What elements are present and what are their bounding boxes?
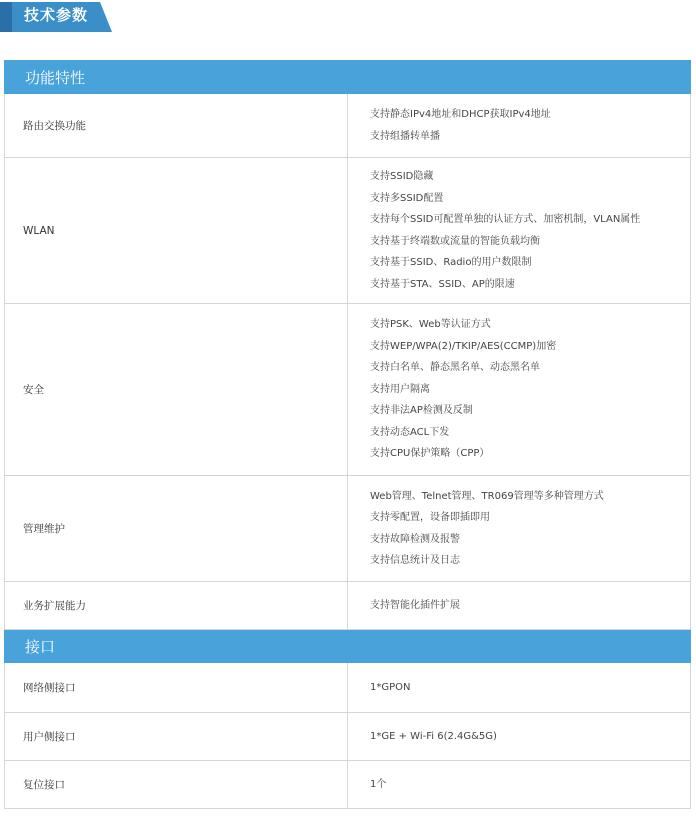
spec-value-line: 支持故障检测及报警: [370, 533, 460, 545]
spec-row: [5, 158, 691, 304]
spec-label: WLAN: [5, 158, 348, 304]
spec-value-line: 1个: [370, 778, 387, 790]
spec-row: [5, 304, 691, 476]
spec-value-line: 支持组播转单播: [370, 130, 440, 142]
spec-value-line: 支持PSK、Web等认证方式: [370, 319, 491, 331]
spec-value-line: 支持每个SSID可配置单独的认证方式、加密机制，VLAN属性: [370, 214, 641, 225]
spec-row: [5, 476, 691, 582]
spec-table: [4, 60, 691, 809]
spec-value-line: 1*GPON: [370, 681, 411, 693]
spec-value-line: 支持CPU保护策略（CPP）: [370, 448, 490, 460]
spec-value-line: 支持静态IPv4地址和DHCP获取IPv4地址: [370, 109, 551, 120]
spec-value-line: 支持用户隔离: [370, 383, 430, 395]
spec-value-line: 支持多SSID配置: [370, 192, 444, 204]
section-header: [5, 61, 691, 94]
spec-label: 网络侧接口: [5, 663, 348, 713]
spec-value: [348, 663, 691, 713]
spec-row: [5, 713, 691, 761]
spec-value-line: Web管理、Telnet管理、TR069管理等多种管理方式: [370, 490, 604, 502]
spec-value-line: 支持零配置，设备即插即用: [370, 512, 490, 523]
section-title: 接口: [5, 630, 691, 663]
spec-value-line: 支持基于终端数或流量的智能负载均衡: [370, 235, 540, 247]
spec-value: [348, 476, 691, 582]
spec-value-line: 支持基于STA、SSID、AP的限速: [370, 278, 515, 290]
spec-value-line: 支持动态ACL下发: [370, 426, 450, 438]
spec-value: [348, 304, 691, 476]
spec-row: [5, 761, 691, 809]
spec-value-line: 支持非法AP检测及反制: [370, 405, 473, 417]
spec-label: 管理维护: [5, 476, 348, 582]
section-title: 功能特性: [5, 61, 691, 94]
spec-label: 用户侧接口: [5, 713, 348, 761]
spec-value: [348, 761, 691, 809]
spec-value: [348, 582, 691, 630]
spec-value: [348, 713, 691, 761]
spec-value: [348, 94, 691, 158]
banner-accent: [0, 2, 12, 32]
spec-value-line: 支持基于SSID、Radio的用户数限制: [370, 257, 532, 268]
banner-title: 技术参数: [24, 6, 89, 24]
spec-value-line: 1*GE + Wi-Fi 6(2.4G&5G): [370, 730, 497, 742]
spec-label: 业务扩展能力: [5, 582, 348, 630]
spec-row: [5, 663, 691, 713]
section-header: [5, 630, 691, 663]
spec-label: 复位接口: [5, 761, 348, 809]
spec-value-line: 支持WEP/WPA(2)/TKIP/AES(CCMP)加密: [370, 340, 557, 352]
spec-row: [5, 94, 691, 158]
spec-label: 安全: [5, 304, 348, 476]
spec-value: [348, 158, 691, 304]
spec-value-line: 支持信息统计及日志: [370, 555, 460, 566]
spec-label: 路由交换功能: [5, 94, 348, 158]
spec-value-line: 支持白名单、静态黑名单、动态黑名单: [370, 362, 540, 374]
spec-value-line: 支持智能化插件扩展: [370, 599, 460, 611]
spec-row: [5, 582, 691, 630]
spec-value-line: 支持SSID隐藏: [370, 171, 434, 182]
